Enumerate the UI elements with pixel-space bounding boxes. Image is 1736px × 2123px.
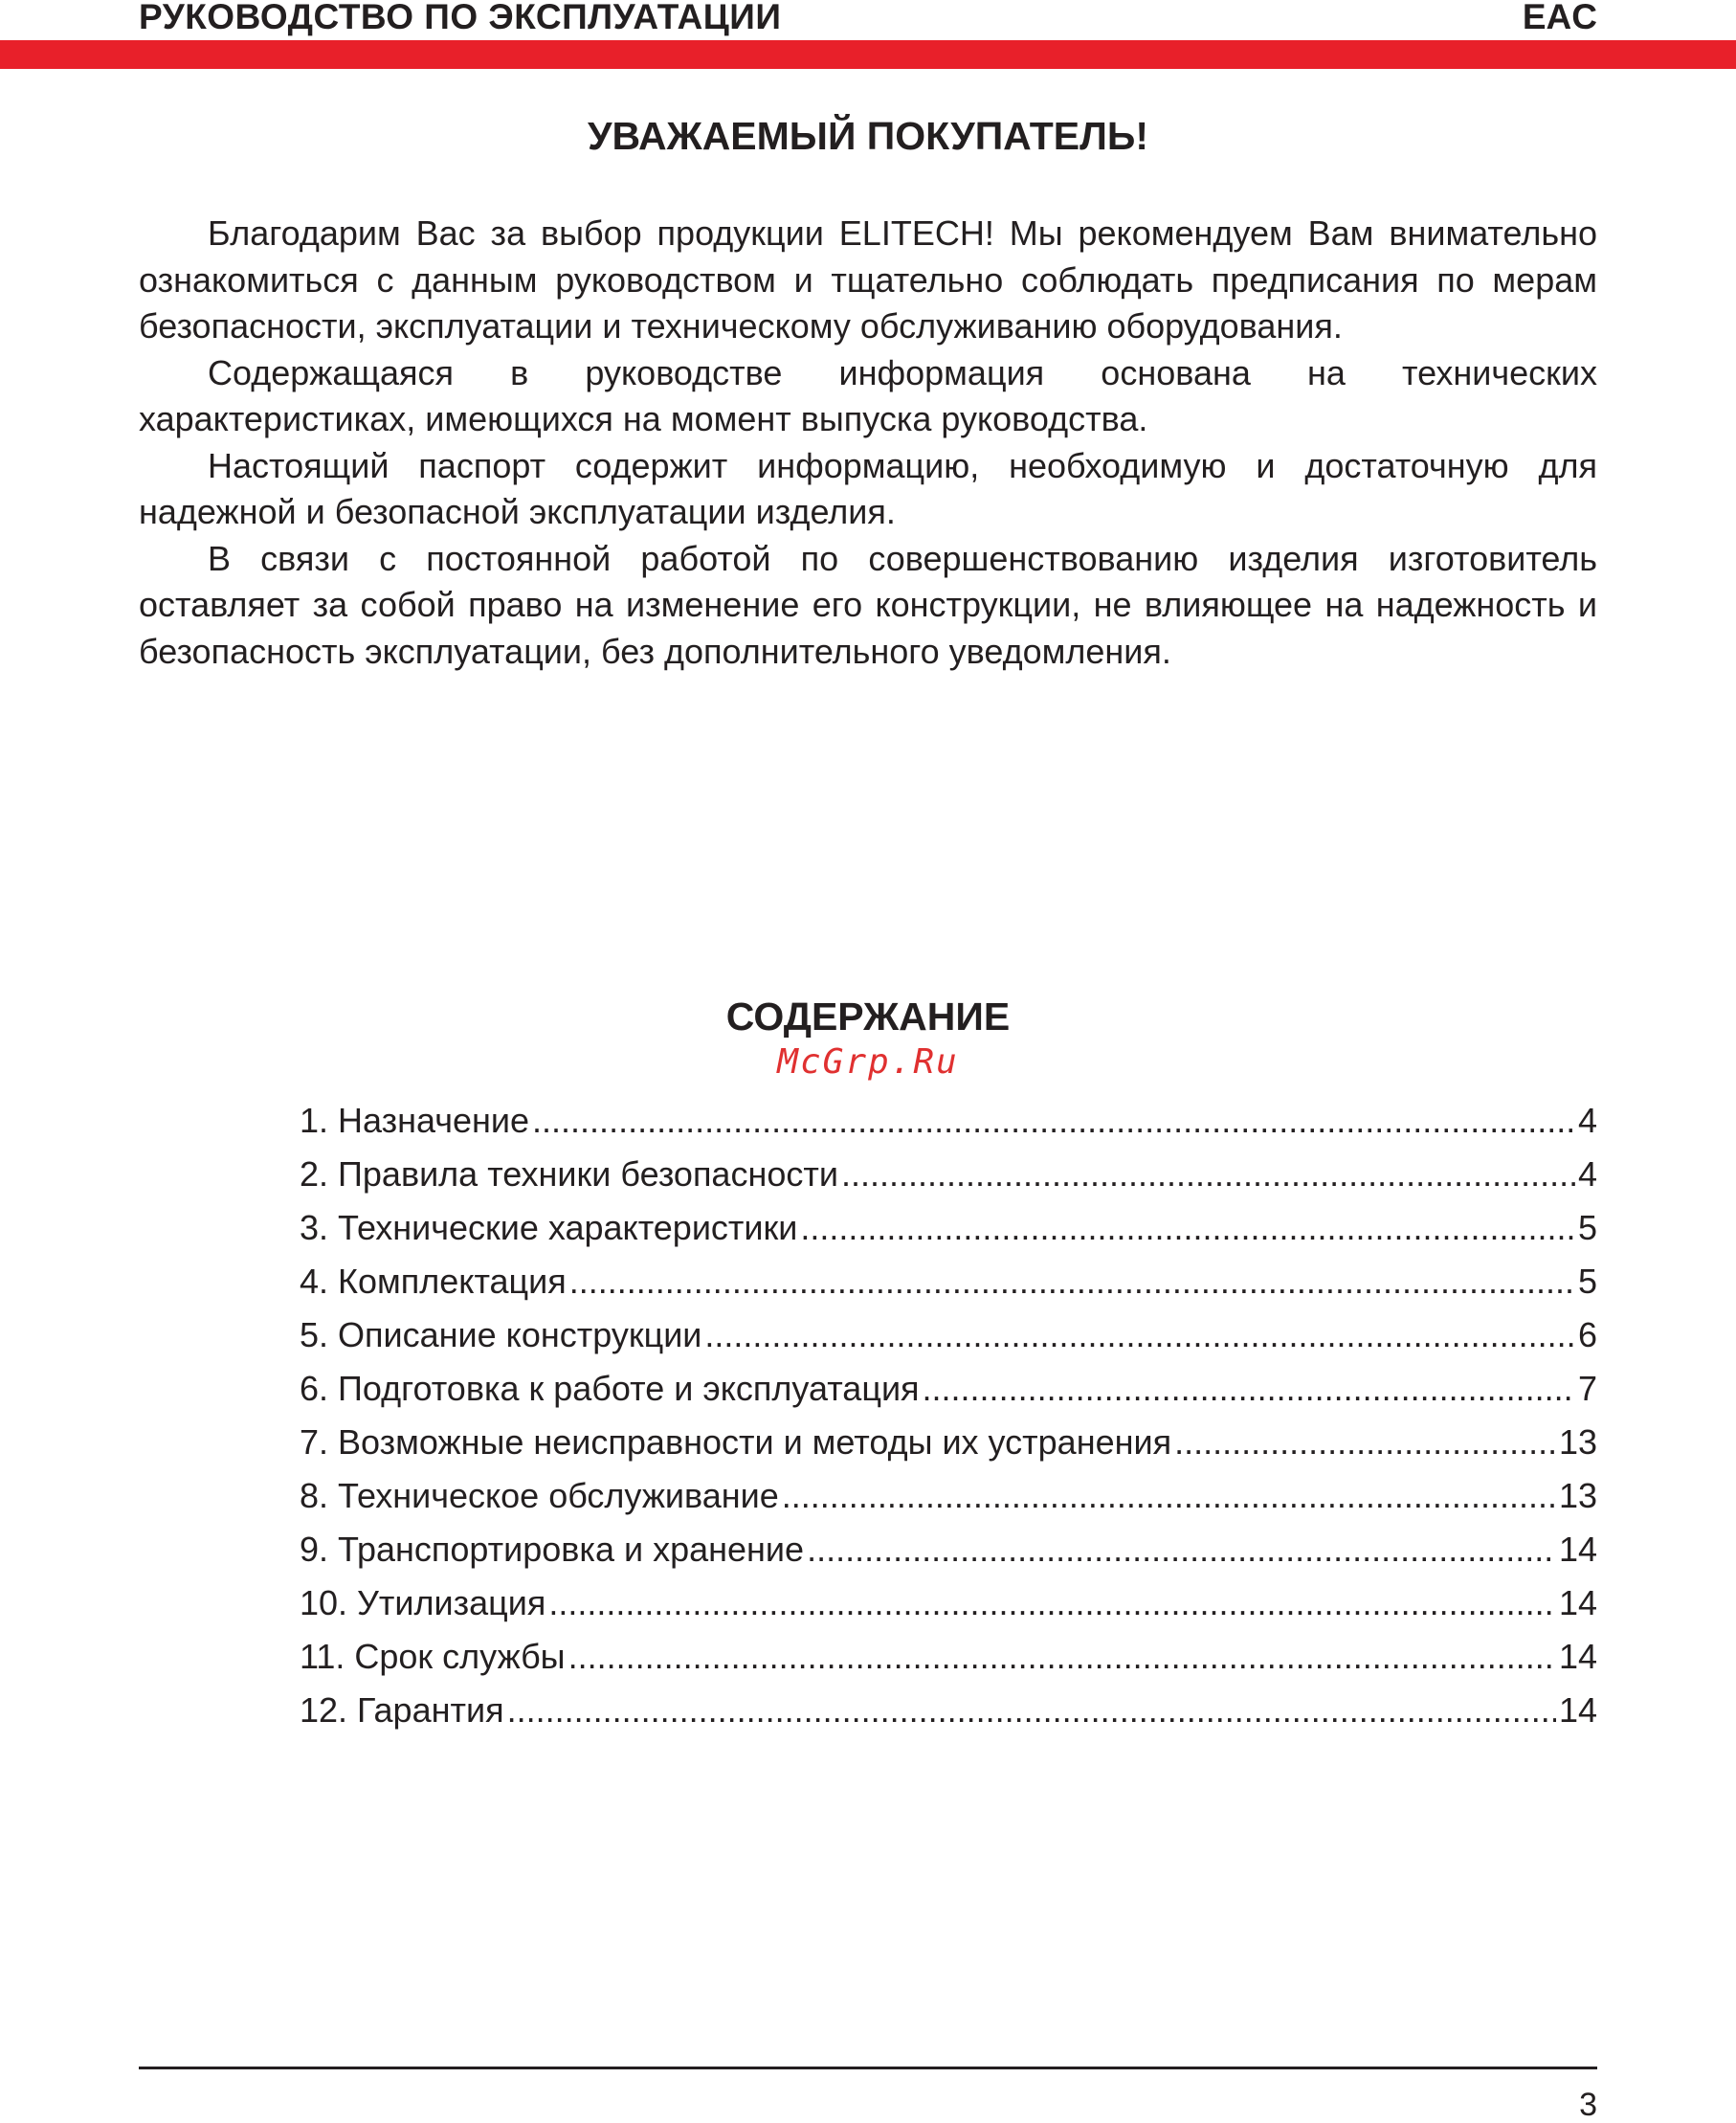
- toc-entry-label: 12. Гарантия: [300, 1690, 504, 1730]
- toc-leader-dots: [548, 1576, 1556, 1630]
- toc-entry-label: 9. Транспортировка и хранение: [300, 1530, 805, 1569]
- toc-leader-dots: [704, 1308, 1575, 1362]
- toc-entry-page: 14: [1558, 1690, 1597, 1730]
- toc-entry-1[interactable]: [300, 1094, 1597, 1148]
- toc-entry-page: 6: [1577, 1315, 1597, 1354]
- toc-entry-9[interactable]: [300, 1523, 1597, 1576]
- toc-entry-label: 3. Технические характеристики: [300, 1208, 798, 1247]
- toc-entry-label: 1. Назначение: [300, 1101, 530, 1140]
- toc-entry-6[interactable]: [300, 1362, 1597, 1416]
- intro-paragraph: Благодарим Вас за выбор продукции ELITECH! Мы рекомендуем Вам внимательно ознакомиться с данным руководством и тщательно соблюдать предписания по мерам безопасности, эксплуатации и техническому обслуживанию оборудования.: [139, 213, 1597, 346]
- table-of-contents: [300, 1094, 1597, 1737]
- toc-leader-dots: [569, 1255, 1575, 1308]
- toc-leader-dots: [568, 1630, 1556, 1684]
- page-number: 3: [1579, 2087, 1597, 2123]
- toc-entry-page: 5: [1577, 1208, 1597, 1247]
- toc-entry-10[interactable]: [300, 1576, 1597, 1630]
- intro-paragraph: В связи с постоянной работой по совершенствованию изделия изготовитель оставляет за собой право на изменение его конструкции, не влияющее на надежность и безопасность эксплуатации, без дополнительного уведомления.: [139, 538, 1597, 671]
- toc-entry-3[interactable]: [300, 1201, 1597, 1255]
- intro-paragraph: Настоящий паспорт содержит информацию, необходимую и достаточную для надежной и безопасной эксплуатации изделия.: [139, 445, 1597, 531]
- intro-text: [139, 211, 1597, 675]
- header-red-band: [0, 40, 1736, 69]
- toc-leader-dots: [800, 1201, 1575, 1255]
- footer-divider: [139, 2067, 1597, 2069]
- toc-entry-5[interactable]: [300, 1308, 1597, 1362]
- toc-entry-page: 14: [1558, 1637, 1597, 1676]
- toc-entry-label: 7. Возможные неисправности и методы их устранения: [300, 1422, 1172, 1462]
- toc-leader-dots: [807, 1523, 1556, 1576]
- toc-entry-8[interactable]: [300, 1469, 1597, 1523]
- watermark-text: McGrp.Ru: [777, 1042, 959, 1082]
- toc-entry-label: 8. Техническое обслуживание: [300, 1476, 779, 1515]
- document-header-title: РУКОВОДСТВО ПО ЭКСПЛУАТАЦИИ: [139, 0, 782, 36]
- toc-leader-dots: [923, 1362, 1575, 1416]
- toc-title: СОДЕРЖАНИЕ: [725, 994, 1011, 1039]
- toc-entry-11[interactable]: [300, 1630, 1597, 1684]
- toc-entry-label: 10. Утилизация: [300, 1583, 546, 1622]
- toc-entry-page: 14: [1558, 1583, 1597, 1622]
- toc-entry-label: 2. Правила техники безопасности: [300, 1154, 838, 1194]
- toc-entry-page: 5: [1577, 1262, 1597, 1301]
- toc-entry-label: 4. Комплектация: [300, 1262, 567, 1301]
- eac-mark: EAC: [1522, 0, 1597, 36]
- toc-entry-page: 14: [1558, 1530, 1597, 1569]
- toc-entry-12[interactable]: [300, 1684, 1597, 1737]
- toc-entry-page: 7: [1577, 1369, 1597, 1408]
- toc-leader-dots: [507, 1684, 1556, 1737]
- toc-leader-dots: [532, 1094, 1575, 1148]
- toc-entry-label: 6. Подготовка к работе и эксплуатация: [300, 1369, 920, 1408]
- toc-leader-dots: [782, 1469, 1556, 1523]
- toc-entry-label: 11. Срок службы: [300, 1637, 566, 1676]
- toc-entry-page: 4: [1577, 1101, 1597, 1140]
- toc-entry-7[interactable]: [300, 1416, 1597, 1469]
- toc-entry-page: 13: [1558, 1476, 1597, 1515]
- toc-entry-page: 4: [1577, 1154, 1597, 1194]
- toc-leader-dots: [841, 1148, 1575, 1201]
- toc-entry-page: 13: [1558, 1422, 1597, 1462]
- toc-entry-4[interactable]: [300, 1255, 1597, 1308]
- greeting-title: УВАЖАЕМЫЙ ПОКУПАТЕЛЬ!: [587, 114, 1149, 158]
- toc-entry-label: 5. Описание конструкции: [300, 1315, 702, 1354]
- toc-entry-2[interactable]: [300, 1148, 1597, 1201]
- toc-leader-dots: [1174, 1416, 1556, 1469]
- intro-paragraph: Содержащаяся в руководстве информация основана на технических характеристиках, имеющихся на момент выпуска руководства.: [139, 352, 1597, 438]
